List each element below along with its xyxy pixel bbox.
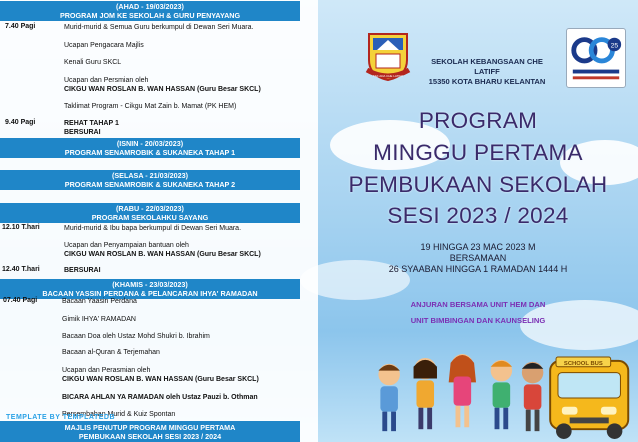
day5-item: Persembahan Murid & Kuiz Spontan bbox=[62, 411, 176, 418]
day4-item-guest: CIKGU WAN ROSLAN B. WAN HASSAN (Guru Besar SKCL) bbox=[64, 251, 261, 258]
bus-sign-text: SCHOOL BUS bbox=[563, 360, 603, 367]
ministry-logo bbox=[566, 28, 626, 88]
day1-time: 9.40 Pagi bbox=[5, 119, 36, 126]
hijri-line: 26 SYAABAN HINGGA 1 RAMADAN 1444 H bbox=[388, 264, 568, 274]
school-name: SEKOLAH KEBANGSAAN CHE LATIFF bbox=[431, 57, 543, 76]
day4-item: Murid-murid & Ibu bapa berkumpul di Dewan Seri Muara. bbox=[64, 225, 242, 232]
day3-date: (SELASA - 21/03/2023) bbox=[111, 171, 189, 180]
day5-item: Gimik IHYA' RAMADAN bbox=[62, 316, 136, 323]
day1-item: Murid-murid & Semua Guru berkumpul di Dewan Seri Muara. bbox=[64, 24, 254, 31]
day1-item: Ucapan Pengacara Majlis bbox=[64, 42, 144, 49]
organizer-line-2: UNIT BIMBINGAN DAN KAUNSELING bbox=[410, 316, 546, 325]
school-bus-icon bbox=[550, 357, 628, 439]
day5-item: BICARA AHLAN YA RAMADAN oleh Ustaz Pauzi b. Othman bbox=[62, 394, 258, 401]
school-address: 15350 KOTA BHARU KELANTAN bbox=[428, 77, 546, 86]
day2-date: (ISNIN - 20/03/2023) bbox=[116, 139, 184, 148]
day5-time: 07.40 Pagi bbox=[3, 297, 38, 304]
day1-title: PROGRAM JOM KE SEKOLAH & GURU PENYAYANG bbox=[59, 11, 241, 20]
day5-item-guest: CIKGU WAN ROSLAN B. WAN HASSAN (Guru Besar SKCL) bbox=[62, 376, 259, 383]
title-line-2: MINGGU PERTAMA bbox=[373, 140, 583, 165]
organizer-line-1: ANJURAN BERSAMA UNIT HEM DAN bbox=[410, 300, 546, 309]
day4-title: PROGRAM SEKOLAHKU SAYANG bbox=[91, 213, 209, 222]
title-line-3: PEMBUKAAN SEKOLAH bbox=[348, 172, 608, 197]
date-line: 19 HINGGA 23 MAC 2023 M bbox=[420, 242, 536, 252]
day3-title: PROGRAM SENAMROBIK & SUKANEKA TAHAP 2 bbox=[64, 180, 236, 189]
day5-title: BACAAN YASSIN PERDANA & PELANCARAN IHYA' RAMADAN bbox=[42, 289, 258, 298]
closing-line-2: PEMBUKAAN SEKOLAH SESI 2023 / 2024 bbox=[78, 432, 222, 441]
day4-item: Ucapan dan Penyampaian bantuan oleh bbox=[64, 242, 189, 249]
schedule-panel bbox=[0, 0, 318, 442]
day5-header bbox=[0, 279, 300, 299]
day5-item: Bacaan Yaasin Perdana bbox=[62, 298, 137, 305]
day4-date: (RABU - 22/03/2023) bbox=[116, 204, 184, 213]
day1-item: BERSURAI bbox=[64, 129, 101, 136]
closing-line-1: MAJLIS PENUTUP PROGRAM MINGGU PERTAMA bbox=[64, 423, 236, 432]
day4-item: BERSURAI bbox=[64, 267, 101, 274]
closing-header bbox=[0, 421, 300, 442]
day1-item-guest: CIKGU WAN ROSLAN B. WAN HASSAN (Guru Besar SKCL) bbox=[64, 86, 261, 93]
day3-header bbox=[0, 170, 300, 190]
logo-badge-text: 25 bbox=[610, 42, 619, 50]
day4-time: 12.40 T.hari bbox=[2, 266, 40, 273]
day1-item: Kenali Guru SKCL bbox=[64, 59, 122, 66]
day1-date: (AHAD - 19/03/2023) bbox=[116, 2, 184, 11]
day4-header bbox=[0, 203, 300, 223]
day1-item: REHAT TAHAP 1 bbox=[64, 120, 119, 127]
watermark: TEMPLATE BY TEMPLATEDB bbox=[6, 414, 115, 421]
day1-time: 7.40 Pagi bbox=[5, 23, 36, 30]
children-group bbox=[378, 354, 543, 431]
day2-title: PROGRAM SENAMROBIK & SUKANEKA TAHAP 1 bbox=[64, 148, 236, 157]
school-crest-logo bbox=[363, 30, 413, 82]
title-line-4: SESI 2023 / 2024 bbox=[387, 203, 569, 228]
day5-item: Ucapan dan Perasmian oleh bbox=[62, 367, 151, 374]
day5-item: Bacaan al-Quran & Terjemahan bbox=[62, 349, 160, 356]
children-and-bus-illustration bbox=[355, 352, 638, 442]
title-line-1: PROGRAM bbox=[418, 108, 538, 133]
day2-header bbox=[0, 138, 300, 158]
crest-banner-text: TAK ADA CHE LATIFF bbox=[372, 74, 404, 78]
day5-date: (KHAMIS - 23/03/2023) bbox=[112, 280, 188, 289]
day5-item: Bacaan Doa oleh Ustaz Mohd Shukri b. Ibrahim bbox=[62, 333, 210, 340]
school-header bbox=[422, 57, 552, 87]
day1-item: Taklimat Program - Cikgu Mat Zain b. Mamat (PK HEM) bbox=[64, 103, 237, 110]
with-line: BERSAMAAN bbox=[449, 253, 507, 263]
day4-time: 12.10 T.hari bbox=[2, 224, 40, 231]
day1-header bbox=[0, 1, 300, 21]
day1-item: Ucapan dan Persmian oleh bbox=[64, 77, 149, 84]
